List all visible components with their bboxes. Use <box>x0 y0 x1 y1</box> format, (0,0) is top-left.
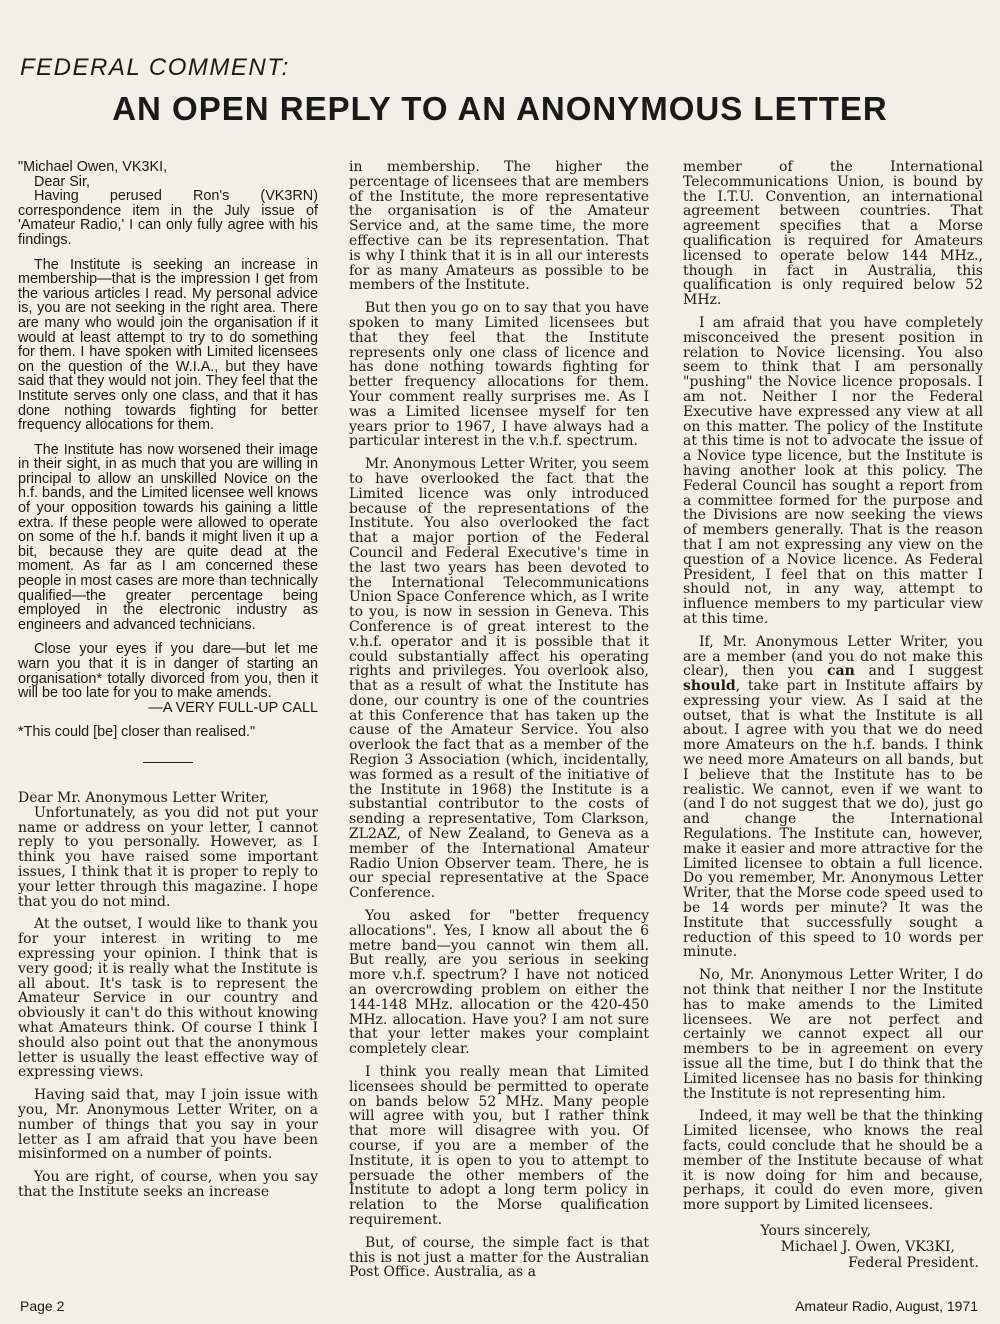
letter-paragraph: Close your eyes if you dare—but let me warn you that it is in danger of starting an organisation* totally divorced from you, then it will be too late for you to make amends. <box>18 641 318 702</box>
reply-paragraph <box>683 635 983 961</box>
reply-paragraph: At the outset, I would like to thank you for your interest in writing to me expressing your opinion. I think that is very good; it is really what the Institute is all about. It's task is to represent the Amateur Service in our country and obviously it can't do this without knowing what Amateurs think. Of course I think I should also point out that the anonymous letter is usually the least effective way of expressing views. <box>18 916 318 1081</box>
reply-paragraph: I think you really mean that Limited licensees should be permitted to operate on bands below 52 MHz. Many people will agree with you, but I rather think that more will disagree with you. Of course, if you are a member of the Institute, it is open to you to attempt to persuade the other members of the Institute to adopt a long term policy in relation to the Morse qualification requirement. <box>349 1064 649 1228</box>
column-1 <box>18 160 318 1290</box>
reply-salutation: Dear Mr. Anonymous Letter Writer, <box>18 789 269 806</box>
reply-paragraph: member of the International Telecommunications Union, is bound by the I.T.U. Convention, an international agreement between countries. That agreement specifies that a Morse qualification is required for Amateurs licensed to operate below 144 MHz., though in fact in Australia, this qualification is only required below 52 MHz. <box>683 160 983 309</box>
signer-title: Federal President. <box>848 1254 979 1271</box>
emphasis-should: should <box>683 678 736 695</box>
column-2 <box>349 160 649 1290</box>
reply-paragraph: But then you go on to say that you have spoken to many Limited licensees but that they feel that the Institute represents only one class of licence and has done nothing towards fighting for better frequency allocations for them. Your comment really surprises me. As I was a Limited licensee myself for ten years prior to 1967, I have always had a particular interest in the v.h.f. spectrum. <box>349 300 649 450</box>
reply-text: and I suggest <box>868 663 983 680</box>
signer-name: Michael J. Owen, VK3KI, <box>780 1238 955 1255</box>
reply-paragraph: Indeed, it may well be that the thinking Limited licensee, who knows the real facts, could conclude that he should be a member of the Institute because of what it is now doing for him and because, perhaps, it could do even more, given more support by Limited licensees. <box>683 1108 983 1214</box>
reply-paragraph: You asked for "better frequency allocations". Yes, I know all about the 6 metre band—you cannot win them all. But really, are you serious in seeking more v.h.f. spectrum? I have not noticed an overcrowding problem on either the 144-148 MHz. allocation or the 420-450 MHz. allocation. Have you? I am not sure that your letter makes your complaint completely clear. <box>349 908 649 1058</box>
letter-paragraph: Having perused Ron's (VK3RN) correspondence item in the July issue of 'Amateur Radio,' I can only fully agree with his findings. <box>18 188 318 248</box>
emphasis-can: can <box>827 663 855 680</box>
letter-signature: —A VERY FULL-UP CALL <box>148 699 318 716</box>
letter-paragraph: The Institute has now worsened their image in their sight, in as much that you are willing in principal to allow an unskilled Novice on the h.f. bands, and the Limited licensee well knows of your opposition towards his gaining a little extra. If these people were allowed to operate on some of the h.f. bands it might liven it up a bit, because they are quite dead at the moment. As far as I am concerned these people in most cases are more than technically qualified—the greater percentage being employed in the electronic industry as engineers and advanced technicians. <box>18 441 318 633</box>
letter-paragraph: The Institute is seeking an increase in membership—that is the impression I get from the various articles I read. My personal advice is, you are not seeking in the right area. There are many who would join the organisation if it would at least attempt to try to do something for them. I have spoken with Limited licensees on the question of the W.I.A., but they have said that they would not join. They feel that the Institute serves only one class, and that it has done nothing towards fighting for better frequency allocations for them. <box>18 256 318 434</box>
reply-paragraph: But, of course, the simple fact is that this is not just a matter for the Australian Post Office. Australia, as a <box>349 1234 649 1281</box>
section-kicker: FEDERAL COMMENT: <box>20 54 290 81</box>
reply-paragraph: Mr. Anonymous Letter Writer, you seem to have overlooked the fact that the Limited licence was only introduced because of the representations of the Institute. You also overlooked the fact that a major portion of the Federal Council and Federal Executive's time in the last two years has been devoted to the International Telecommunications Union Space Conference which, as I write to you, is now in session in Geneva. This Conference is of great interest to the v.h.f. operator and it is possible that it could substantially affect his operating rights and privileges. You overlook also, that as a result of what the Institute has done, our country is one of the countries at this Conference that has taken up the cause of the Amateur Service. You also overlook the fact that as a member of the Region 3 Association (which, incidentally, was formed as a result of the initiative of the Institute in 1968) the Institute is a substantial contributor to the costs of sending a representative, Tom Clarkson, ZL2AZ, of New Zealand, to Geneva as a member of the International Amateur Radio Union Observer team. There, he is our special representative at the Space Conference. <box>349 456 649 902</box>
page-number: Page 2 <box>20 1298 65 1314</box>
letter-addressee: "Michael Owen, VK3KI, <box>18 160 168 175</box>
reply-text: If, Mr. Anonymous Letter Writer, you are a member (and you do not make this clear), then you <box>683 633 983 680</box>
letter-salutation: Dear Sir, <box>34 173 90 190</box>
reply-paragraph: You are right, of course, when you say that the Institute seeks an increase <box>18 1169 318 1200</box>
reply-paragraph: in membership. The higher the percentage of licensees that are members of the Institute, the more representative the organisation is of the Amateur Service and, at the same time, the more effective can be its representation. That is why I think that it is in all our interests for as many Amateurs as possible to be members of the Institute. <box>349 160 649 294</box>
reply-paragraph: I am afraid that you have completely misconceived the present position in relation to Novice licensing. You also seem to think that I am personally "pushing" the Novice licence proposals. I am not. Neither I nor the Federal Executive have expressed any view at all on this matter. The policy of the Institute at this time is not to advocate the issue of a Novice type licence, but the Institute is having another look at this policy. The Federal Council has sought a report from a committee formed for the purpose and the Divisions are now seeking the views of members generally. That is the reason that I am not expressing any view on the question of a Novice licence. As Federal President, I feel that on this matter I should not, in any way, attempt to influence members to my particular view at this time. <box>683 314 983 627</box>
closing-phrase: Yours sincerely, <box>760 1222 871 1239</box>
publication-info: Amateur Radio, August, 1971 <box>795 1298 978 1314</box>
reply-text: , take part in Institute affairs by expressing your view. As I said at the outset, that is what the Institute is all about. I agree with you that we do need more Amateurs on the h.f. bands. I think we need more Amateurs on all bands, but I believe that the Institute has to be realistic. We cannot, even if we want to (and I do not suggest that we do), just go and change the International Regulations. The Institute can, however, make it easier and more attractive for the Limited licensee to obtain a full licence. Do you remember, Mr. Anonymous Letter Writer, that the Morse code speed used to be 14 words per minute? It was the Institute that successfully sought a reduction of this speed to 10 words per minute. <box>683 678 983 961</box>
article-title: AN OPEN REPLY TO AN ANONYMOUS LETTER <box>112 90 888 127</box>
letter-footnote: *This could [be] closer than realised." <box>18 724 256 741</box>
divider-rule <box>143 762 193 763</box>
reply-paragraph: Unfortunately, as you did not put your name or address on your letter, I cannot reply to you personally. However, as I think you have raised some important issues, I think that it is proper to reply to your letter through this magazine. I hope that you do not mind. <box>18 804 318 910</box>
reply-paragraph: No, Mr. Anonymous Letter Writer, I do not think that neither I nor the Institute has to make amends to the Limited licensees. We are not perfect and certainly we cannot expect all our members to be in agreement on every issue all the time, but I do think that the Limited licensee has no basis for thinking the Institute is not representing him. <box>683 967 983 1102</box>
closing-block <box>683 1223 983 1271</box>
anonymous-letter <box>18 160 318 740</box>
column-3 <box>683 160 983 1290</box>
reply-paragraph: Having said that, may I join issue with you, Mr. Anonymous Letter Writer, on a number of things that you say in your letter as I am afraid that you have been misinformed on a number of points. <box>18 1087 318 1163</box>
